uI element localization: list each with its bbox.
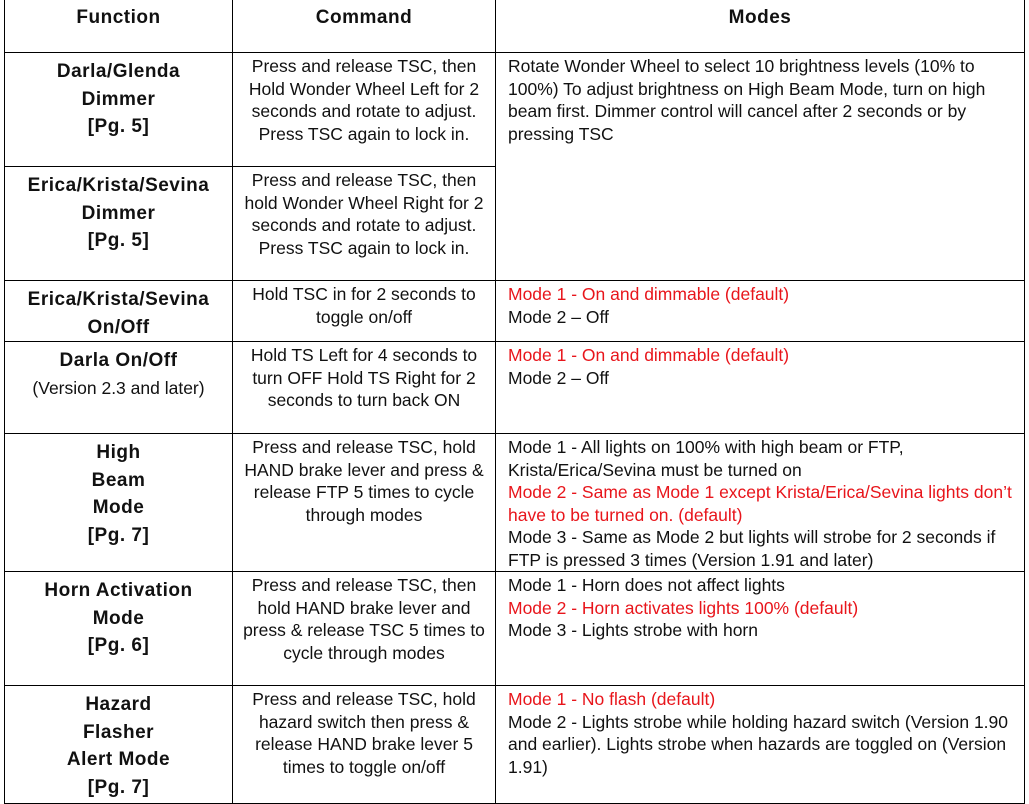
modes-cell [496,572,1025,686]
function-line: [Pg. 7] [87,524,150,546]
command-cell: Press and release TSC, hold hazard switch then press & release HAND brake lever 5 times to toggle on/off [233,686,496,804]
function-cell [5,342,233,434]
mode-line: Rotate Wonder Wheel to select 10 brightness levels (10% to 100%) To adjust brightness on High Beam Mode, turn on high beam first. Dimmer control will cancel after 2 seconds or by pressing TSC [508,56,986,144]
table-row [5,281,1025,342]
command-cell: Press and release TSC, hold HAND brake lever and press & release FTP 5 times to cycle through modes [233,434,496,572]
modes-cell [496,53,1025,281]
function-line: [Pg. 5] [87,230,150,251]
table-row [5,686,1025,804]
mode-line: Mode 1 - All lights on 100% with high beam or FTP, Krista/Erica/Sevina must be turned on [508,437,904,480]
function-line: On/Off [87,316,150,338]
table-row [5,53,1025,167]
modes-cell [496,434,1025,572]
function-cell [5,686,233,804]
table-row [5,434,1025,572]
function-line: Dimmer [81,202,156,224]
mode-line: Mode 2 – Off [508,306,609,327]
function-cell [5,572,233,686]
command-cell: Press and release TSC, then hold HAND brake lever and press & release TSC 5 times to cycle through modes [233,572,496,686]
mode-line-default: Mode 2 - Same as Mode 1 except Krista/Erica/Sevina lights don’t have to be turned on. (default) [508,482,1012,525]
modes-cell [496,281,1025,342]
mode-line: Mode 3 - Same as Mode 2 but lights will strobe for 2 seconds if FTP is pressed 3 times (Version 1.91 and later) [508,527,996,570]
function-line: [Pg. 6] [87,635,150,656]
function-line: Dimmer [81,88,156,110]
command-cell: Press and release TSC, then hold Wonder Wheel Right for 2 seconds and rotate to adjust. Press TSC again to lock in. [233,167,496,281]
mode-line: Mode 2 – Off [508,367,609,388]
header-function: Function [5,0,233,53]
mode-line: Mode 1 - Horn does not affect lights [508,575,785,595]
mode-line-default: Mode 1 - On and dimmable (default) [508,284,790,304]
table-row [5,572,1025,686]
mode-line: Mode 2 - Lights strobe while holding hazard switch (Version 1.90 and earlier). Lights strobe when hazards are toggled on (Version 1.91) [508,711,1008,777]
mode-line-default: Mode 2 - Horn activates lights 100% (default) [508,597,859,618]
mode-line: Mode 3 - Lights strobe with horn [508,620,758,640]
table-row [5,342,1025,434]
command-cell: Hold TS Left for 4 seconds to turn OFF Hold TS Right for 2 seconds to turn back ON [233,342,496,434]
command-cell: Hold TSC in for 2 seconds to toggle on/off [233,281,496,342]
function-line: Erica/Krista/Sevina [27,175,210,196]
function-line: High [96,442,141,463]
function-cell [5,167,233,281]
function-cell [5,434,233,572]
mode-line-default: Mode 1 - No flash (default) [508,689,716,709]
function-cell [5,281,233,342]
function-line: Darla/Glenda [56,61,181,82]
mode-line-default: Mode 1 - On and dimmable (default) [508,345,790,365]
function-line: Flasher [82,721,155,743]
command-cell: Press and release TSC, then Hold Wonder Wheel Left for 2 seconds and rotate to adjust. Press TSC again to lock in. [233,53,496,167]
function-line: [Pg. 7] [87,776,150,798]
function-line: Hazard [85,694,152,715]
function-line: Beam [91,469,146,491]
function-line: [Pg. 5] [87,116,150,137]
functions-table [4,0,1025,804]
header-row [5,0,1025,53]
function-version-note: (Version 2.3 and later) [32,377,205,398]
function-cell [5,53,233,167]
function-line: Horn Activation [44,580,193,601]
modes-cell [496,342,1025,434]
function-line: Erica/Krista/Sevina [27,289,210,310]
function-line: Mode [92,497,145,518]
header-command: Command [233,0,496,53]
function-line: Darla On/Off [59,350,178,371]
function-line: Alert Mode [66,749,171,770]
modes-cell [496,686,1025,804]
function-line: Mode [92,607,145,629]
header-modes: Modes [496,0,1025,53]
